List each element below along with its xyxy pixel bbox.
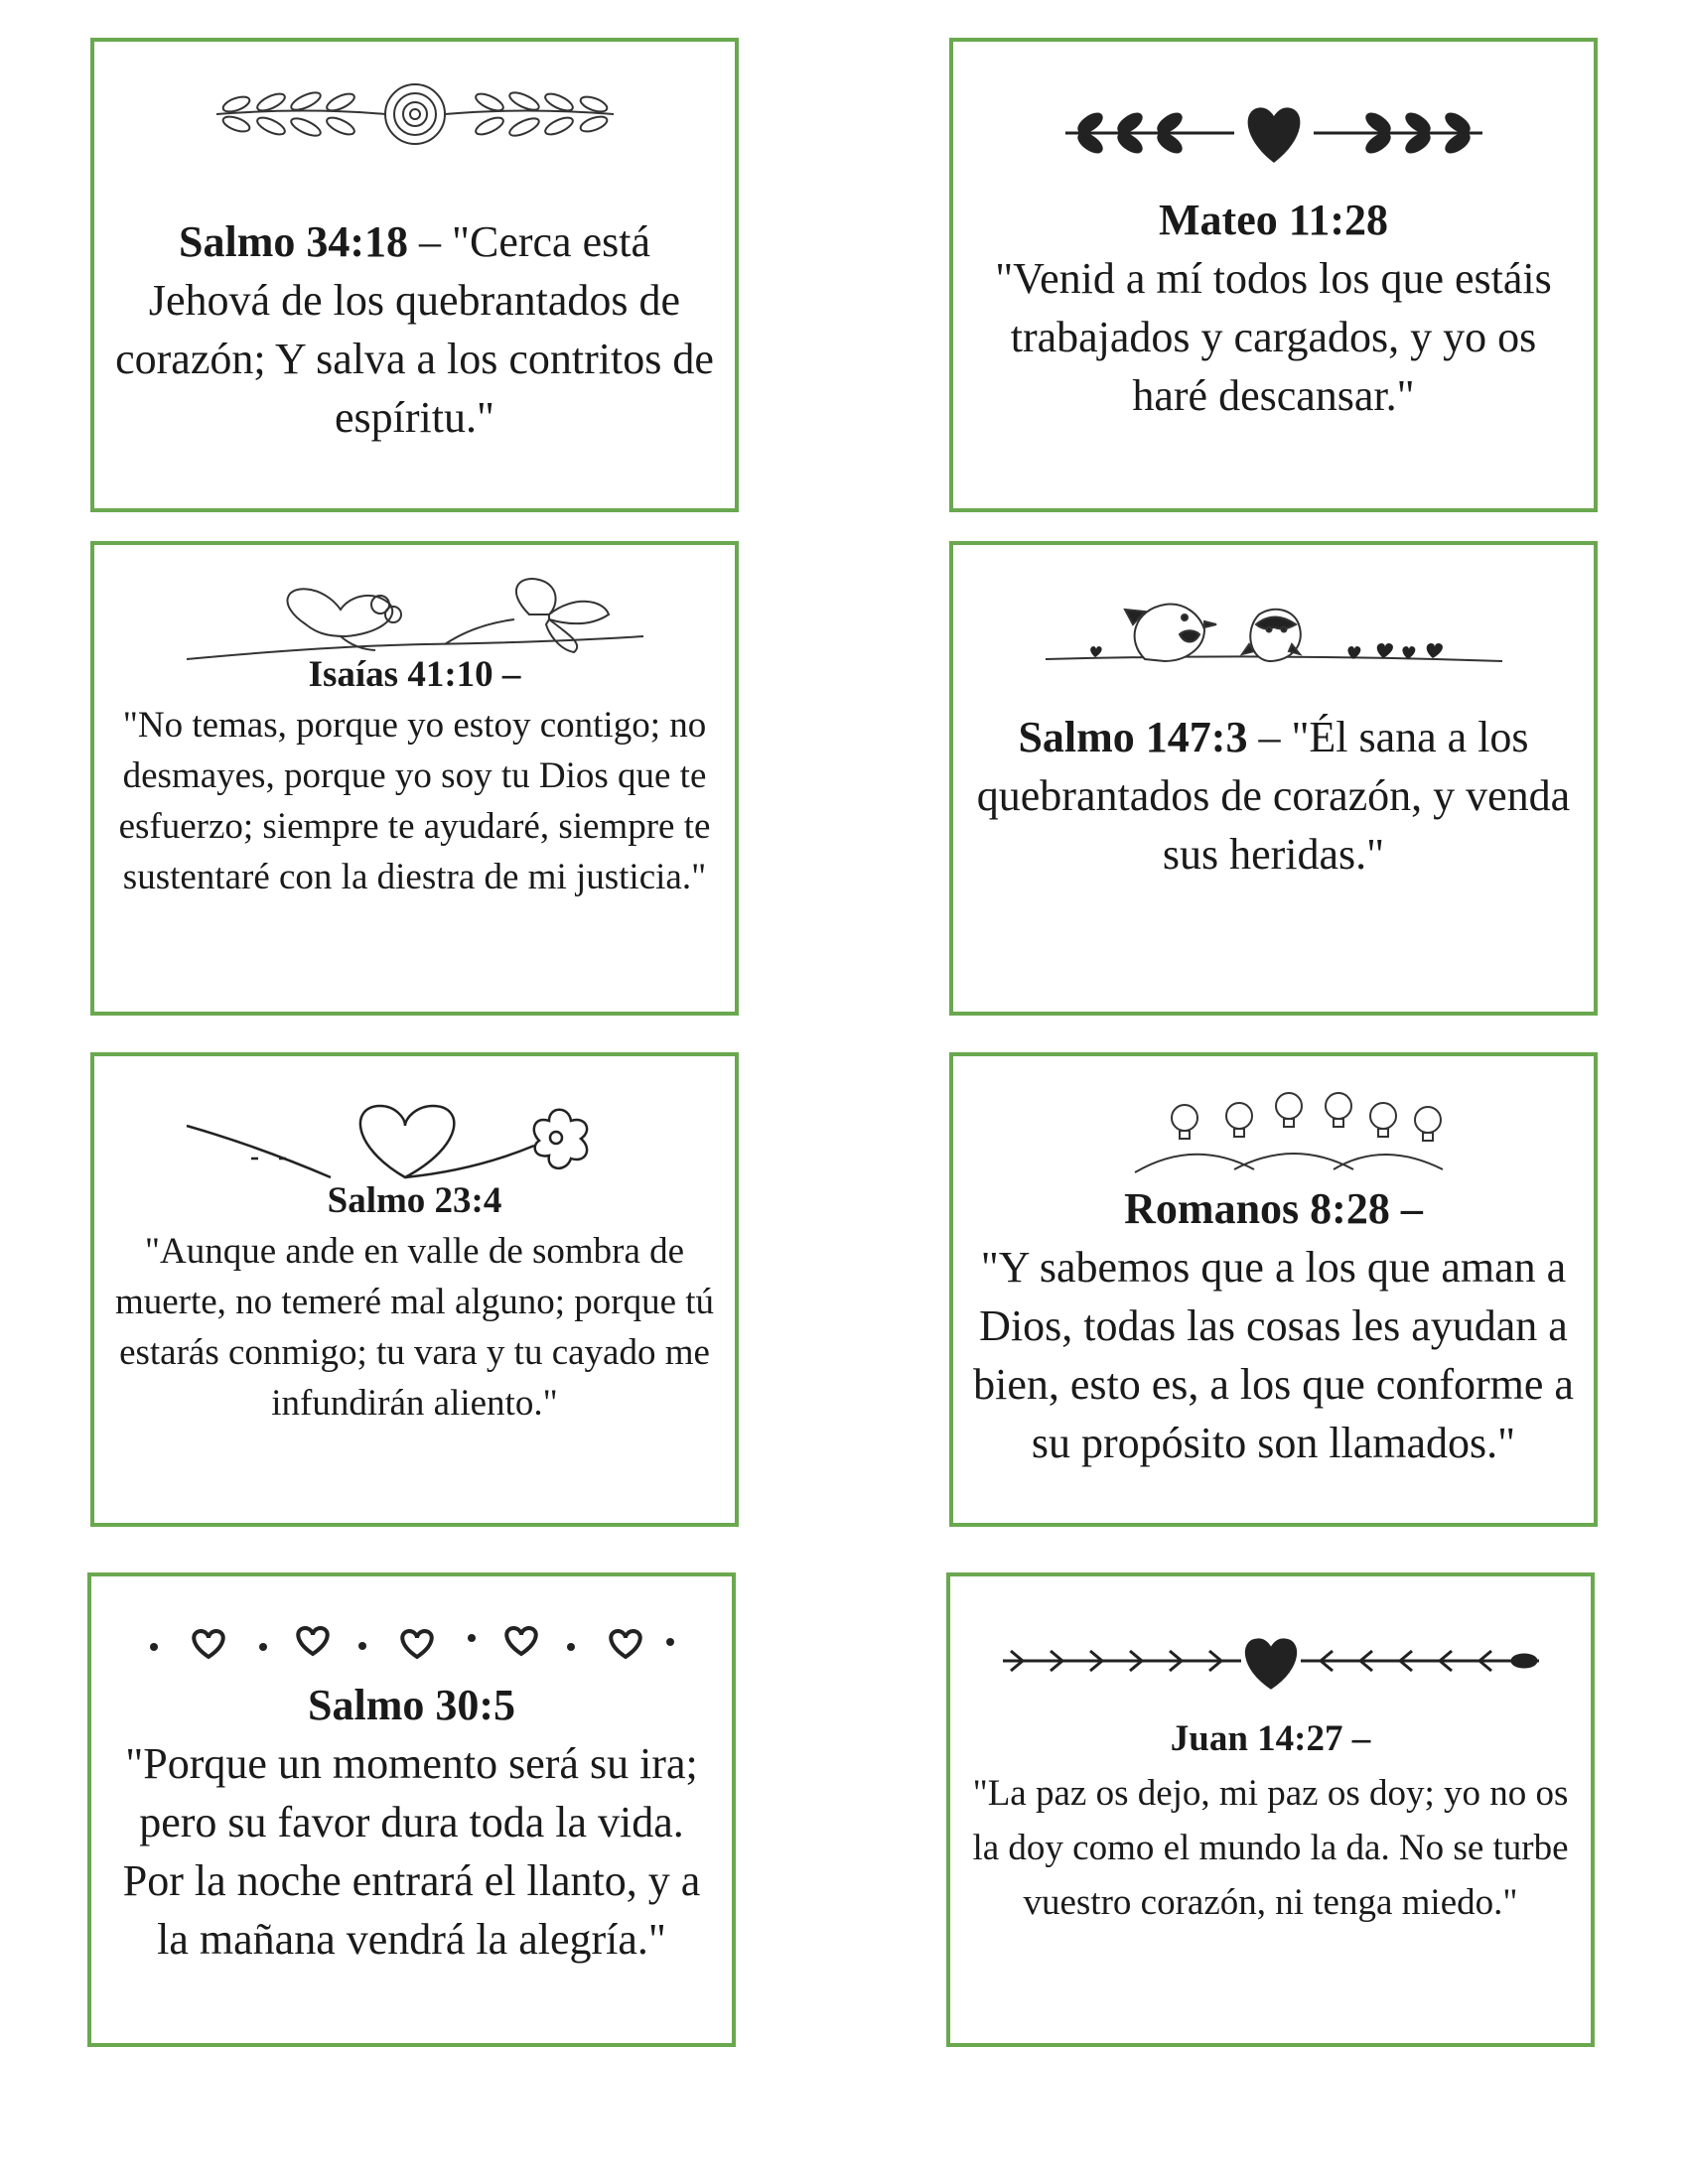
verse-reference: Romanos 8:28 –: [1124, 1184, 1423, 1233]
verse-reference: Salmo 30:5: [308, 1681, 515, 1729]
verse-text: "Porque un momento será su ira; pero su favor dura toda la vida. Por la noche entrará el llanto, y a la mañana vendrá la alegría.": [122, 1739, 701, 1964]
verse-card-8: [946, 1572, 1595, 2047]
verse-body: [114, 649, 715, 902]
heart-arrow-icon: [950, 1626, 1591, 1696]
dotted-hearts-icon: [91, 1612, 732, 1672]
heart-arrow-icon: [953, 93, 1594, 173]
birds-on-wire-icon: [953, 570, 1594, 679]
heart-flower-icon: [94, 1086, 735, 1185]
verse-card-7: [87, 1572, 736, 2047]
verse-body: Salmo 34:18 – "Cerca está Jehová de los quebrantados de corazón; Y salva a los contritos de espíritu.": [115, 217, 714, 442]
verse-text: "Venid a mí todos los que estáis trabajados y cargados, y yo os haré descansar.": [995, 254, 1552, 420]
verse-card-6: [949, 1052, 1598, 1527]
verse-body: [111, 1676, 712, 1969]
verse-card-3: [90, 541, 739, 1016]
floral-rose-icon: [94, 69, 735, 159]
verse-card-2: [949, 38, 1598, 512]
verse-text: "Y sabemos que a los que aman a Dios, todas las cosas les ayudan a bien, esto es, a los que conforme a su propósito son llamados.": [973, 1243, 1574, 1467]
verse-text: "Aunque ande en valle de sombra de muerte, no temeré mal alguno; porque tú estarás conmigo; tu vara y tu cayado me infundirán aliento.": [114, 1231, 715, 1424]
verse-reference: Salmo 23:4: [327, 1180, 502, 1221]
verse-card-5: [90, 1052, 739, 1527]
verse-text: "Él sana a los quebrantados de corazón, y venda sus heridas.": [976, 713, 1571, 879]
verse-text: "La paz os dejo, mi paz os doy; yo no os la doy como el mundo la da. No se turbe vuestro corazón, ni tenga miedo.": [972, 1773, 1569, 1923]
verse-text: "Cerca está Jehová de los quebrantados de corazón; Y salva a los contritos de espíritu.": [115, 217, 714, 442]
lightbulbs-garland-icon: [953, 1078, 1594, 1177]
verse-body: [114, 1175, 715, 1429]
verse-reference: Mateo 11:28: [1159, 196, 1388, 244]
verse-text: "No temas, porque yo estoy contigo; no desmayes, porque yo soy tu Dios que te esfuerzo; siempre te ayudaré, siempre te sustentaré con la diestra de mi justicia.": [118, 705, 711, 897]
verse-card-4: [949, 541, 1598, 1016]
verse-reference: Isaías 41:10 –: [308, 654, 521, 695]
verse-reference: Juan 14:27 –: [1170, 1718, 1371, 1759]
verse-card-1: [90, 38, 739, 512]
verse-body: [973, 1179, 1574, 1472]
verse-body: [970, 1711, 1571, 1930]
verse-body: Salmo 147:3 – "Él sana a los quebrantados de corazón, y venda sus heridas.": [976, 713, 1571, 879]
verse-body: [973, 191, 1574, 425]
verse-reference: Salmo 34:18: [179, 217, 409, 266]
verse-reference: Salmo 147:3: [1018, 713, 1248, 761]
